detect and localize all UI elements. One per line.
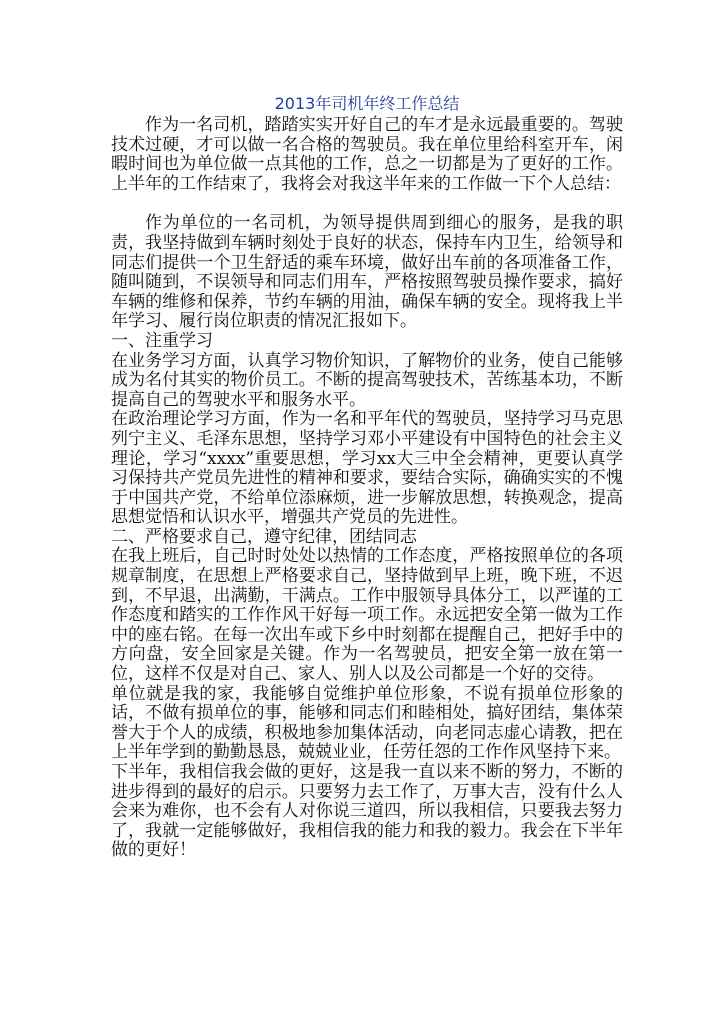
- section2-paragraph-unit: 单位就是我的家，我能够自觉维护单位形象，不说有损单位形象的话，不做有损单位的事，能够和同志们和睦相处，搞好团结，集体荣誉大于个人的成绩，积极地参加集体活动，向老同志虚心请教，把在上半年学到的勤勤恳恳，兢兢业业，任劳任怨的工作作风坚持下来。: [111, 683, 623, 763]
- overview-paragraph: 作为单位的一名司机，为领导提供周到细心的服务，是我的职责，我坚持做到车辆时刻处于良好的状态，保持车内卫生，给领导和同志们提供一个卫生舒适的乘车环境，做好出车前的各项准备工作，随叫随到，不误领导和同志们用车，严格按照驾驶员操作要求，搞好车辆的维修和保养，节约车辆的用油，确保车辆的安全。现将我上半年学习、履行岗位职责的情况汇报如下。: [111, 213, 623, 332]
- section-heading-study: 一、注重学习: [111, 330, 213, 351]
- document-page: [111, 94, 623, 861]
- section1-paragraph-business: 在业务学习方面，认真学习物价知识，了解物价的业务，使自己能够成为名付其实的物价员工。不断的提高驾驶技术，苦练基本功，不断提高自己的驾驶水平和服务水平。: [111, 350, 623, 410]
- paragraph-spacer: [111, 194, 623, 214]
- section2-paragraph-work: 在我上班后，自己时时处处以热情的工作态度，严格按照单位的各项规章制度，在思想上严格要求自己，坚持做到早上班，晚下班，不迟到，不早退，出满勤，干满点。工作中服领导具体分工，以严谨的工作态度和踏实的工作作风干好每一项工作。永远把安全第一做为工作中的座右铭。在每一次出车或下乡中时刻都在提醒自己，把好手中的方向盘，安全回家是关键。作为一名驾驶员，把安全第一放在第一位，这样不仅是对自己、家人、别人以及公司都是一个好的交待。: [111, 546, 623, 685]
- section1-paragraph-politics: 在政治理论学习方面，作为一名和平年代的驾驶员，坚持学习马克思列宁主义、毛泽东思想，坚持学习邓小平建设有中国特色的社会主义理论，学习“xxxx”重要思想，学习xx大三中全会精神，更要认真学习保持共产党员先进性的精神和要求，要结合实际，确确实实的不愧于中国共产党，不给单位添麻烦，进一步解放思想，转换观念，提高思想觉悟和认识水平，增强共产党员的先进性。: [111, 409, 623, 528]
- intro-paragraph: 作为一名司机，踏踏实实开好自己的车才是永远最重要的。驾驶技术过硬，才可以做一名合格的驾驶员。我在单位里给科室开车，闲暇时间也为单位做一点其他的工作，总之一切都是为了更好的工作。上半年的工作结束了，我将会对我这半年来的工作做一下个人总结：: [111, 115, 623, 194]
- document-title: 2013年司机年终工作总结: [274, 94, 460, 113]
- section-heading-discipline: 二、严格要求自己，遵守纪律，团结同志: [111, 526, 417, 547]
- closing-paragraph: 下半年，我相信我会做的更好，这是我一直以来不断的努力，不断的进步得到的最好的启示。只要努力去工作了，万事大吉，没有什么人会来为难你，也不会有人对你说三道四，所以我相信，只要我去努力了，我就一定能够做好，我相信我的能力和我的毅力。我会在下半年做的更好！: [111, 762, 623, 861]
